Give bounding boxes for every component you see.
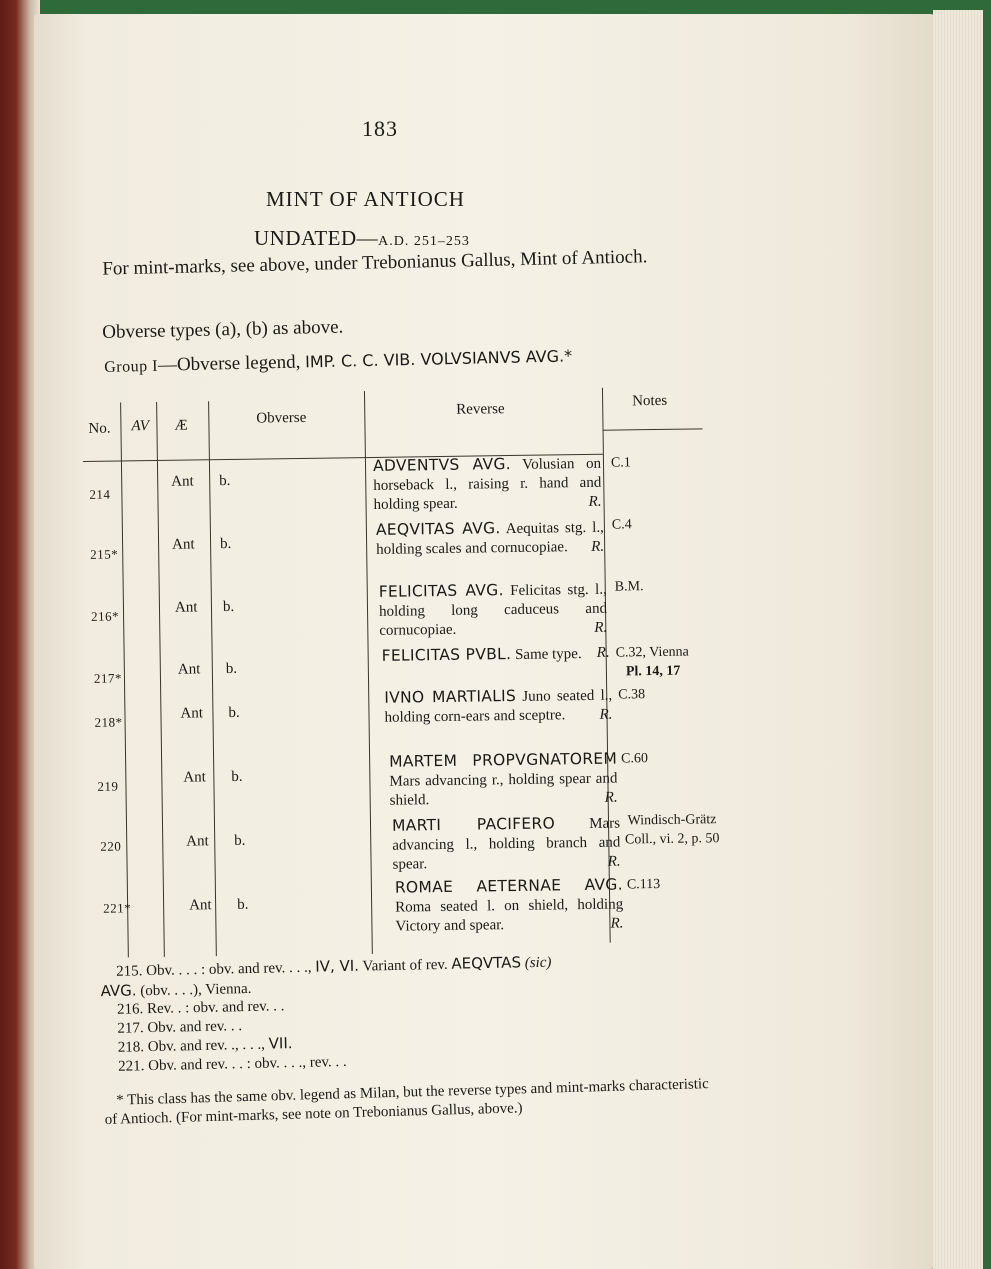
reverse-description: Felicitas stg. l., holding long caduceus and cornucopiae. — [378, 581, 608, 639]
row-metal: Ant — [177, 661, 201, 678]
row-obverse: b. — [219, 535, 232, 553]
footnote-217: 217. Obv. and rev. . . — [117, 1017, 243, 1037]
row-notes: Windisch-Grätz Coll., vi. 2, p. 50 — [624, 812, 720, 848]
row-notes: C.38 — [618, 687, 646, 703]
coin-table — [82, 386, 720, 965]
row-notes: C.60 — [621, 751, 649, 767]
row-number: 214 — [89, 486, 111, 502]
row-reverse — [376, 518, 605, 560]
notes-header-rule — [603, 428, 703, 430]
header-gold: AV — [131, 418, 150, 435]
rarity: R. — [607, 853, 621, 870]
subtitle-main: UNDATED— — [254, 226, 379, 250]
row-number: 216* — [90, 608, 120, 624]
row-metal: Ant — [171, 473, 194, 490]
reverse-description: Mars advancing r., holding spear and shield. — [389, 770, 618, 809]
footnote-text: (obv. . . .), Vienna. — [136, 980, 252, 999]
rarity: R. — [588, 493, 602, 510]
row-reverse — [389, 750, 618, 811]
reverse-description: Volusian on horseback l., raising r. hand and holding spear. — [373, 455, 602, 513]
subtitle-dates: A.D. 251–253 — [378, 234, 470, 249]
reverse-legend: AEQVITAS AVG. — [375, 519, 501, 539]
row-notes — [616, 642, 717, 681]
footnote-legend: AVG. — [100, 980, 137, 1000]
row-metal: Ant — [171, 536, 195, 553]
group-text: —Obverse legend, — [157, 351, 306, 376]
row-reverse — [384, 686, 613, 728]
row-number: 219 — [97, 778, 119, 794]
rarity: R. — [599, 706, 613, 723]
reverse-legend: MARTEM PROPVGNATOREM — [389, 749, 618, 771]
rarity: R. — [596, 644, 610, 661]
row-metal: Ant — [174, 599, 198, 616]
row-reverse — [395, 875, 624, 936]
page-stack-edge — [933, 10, 983, 1269]
group-label: Group I — [104, 357, 159, 376]
page-number: 183 — [362, 116, 398, 141]
row-metal: Ant — [180, 705, 204, 722]
row-obverse: b. — [219, 472, 231, 490]
row-number: 221* — [103, 900, 132, 916]
row-obverse: b. — [234, 832, 246, 849]
reverse-description: Aequitas stg. l., holding scales and cornucopiae. — [376, 519, 605, 558]
reverse-description: Roma seated l. on shield, holding Victory and spear. — [395, 896, 624, 935]
header-reverse: Reverse — [456, 401, 505, 418]
reverse-description: Mars advancing l., holding branch and spear. — [392, 815, 621, 873]
col-line-3 — [208, 401, 217, 956]
reverse-description: Same type. — [514, 646, 582, 663]
header-silver: Æ — [174, 417, 188, 434]
page-title: MINT OF ANTIOCH — [266, 187, 465, 211]
rarity: R. — [610, 915, 624, 932]
header-obverse: Obverse — [256, 409, 307, 427]
col-line-2 — [156, 402, 165, 957]
rarity: R. — [591, 538, 605, 555]
row-reverse — [392, 814, 621, 875]
obverse-types-paragraph: Obverse types (a), (b) as above. — [102, 316, 344, 343]
row-obverse: b. — [231, 768, 243, 785]
reverse-legend: IVNO MARTIALIS — [384, 686, 517, 707]
col-line-4 — [364, 391, 373, 954]
footnote-221: 221. Obv. and rev. . . : obv. . . ., rev. . . — [118, 1053, 347, 1075]
reverse-legend: ADVENTVS AVG. — [372, 455, 512, 475]
row-number: 215* — [90, 546, 119, 562]
header-notes: Notes — [632, 392, 668, 410]
row-obverse: b. — [222, 598, 235, 616]
footnote-text: 218. Obv. and rev. ., . . ., — [117, 1036, 269, 1056]
row-obverse: b. — [228, 704, 240, 721]
row-notes: C.4 — [611, 517, 632, 533]
notes-text: C.32, Vienna — [615, 644, 689, 661]
row-number: 220 — [100, 838, 122, 854]
row-reverse — [373, 454, 602, 515]
header-no: No. — [88, 420, 111, 437]
row-metal: Ant — [183, 769, 206, 786]
rarity: R. — [594, 619, 608, 636]
reverse-legend: FELICITAS PVBL. — [381, 645, 512, 665]
reverse-legend: MARTI PACIFERO — [391, 814, 556, 835]
plate-reference: Pl. 14, 17 — [625, 663, 681, 680]
reverse-legend: FELICITAS AVG. — [378, 581, 504, 601]
row-number: 218* — [94, 714, 123, 730]
group-legend: IMP. C. C. VIB. VOLVSIANVS AVG.* — [304, 346, 573, 372]
reverse-legend: ROMAE AETERNAE AVG. — [394, 875, 624, 897]
asterisk-note: * This class has the same obv. legend as Milan, but the reverse types and mint-marks characteristic of Antioch. (For mint-marks, see note on Trebonianus Gallus, above.) — [104, 1076, 709, 1128]
footnote-legend: IV, VI. — [315, 956, 360, 976]
row-metal: Ant — [186, 833, 209, 850]
footnote-sic: (sic) — [520, 954, 552, 972]
coin-footnotes — [100, 949, 728, 1076]
footnote-text: 215. Obv. . . . : obv. and rev. . . ., — [116, 959, 316, 980]
footnote-legend: VII. — [268, 1034, 293, 1053]
row-notes: B.M. — [614, 579, 644, 595]
footnote-text: Variant of rev. — [358, 956, 452, 975]
row-metal: Ant — [189, 897, 212, 914]
row-obverse: b. — [225, 660, 238, 678]
footnote-216: 216. Rev. . : obv. and rev. . . — [116, 998, 285, 1018]
row-notes: C.113 — [626, 876, 661, 893]
row-reverse — [379, 580, 608, 641]
row-notes: C.1 — [610, 455, 631, 471]
rarity: R. — [604, 789, 618, 806]
row-number: 217* — [93, 670, 123, 686]
row-obverse: b. — [237, 896, 249, 913]
reverse-description: Juno seated l., holding corn-ears and sceptre. — [384, 687, 613, 726]
intro-paragraph: For mint-marks, see above, under Trebonianus Gallus, Mint of Antioch. — [102, 246, 648, 280]
footnote-legend: AEQVTAS — [451, 953, 522, 973]
row-reverse — [382, 644, 610, 667]
